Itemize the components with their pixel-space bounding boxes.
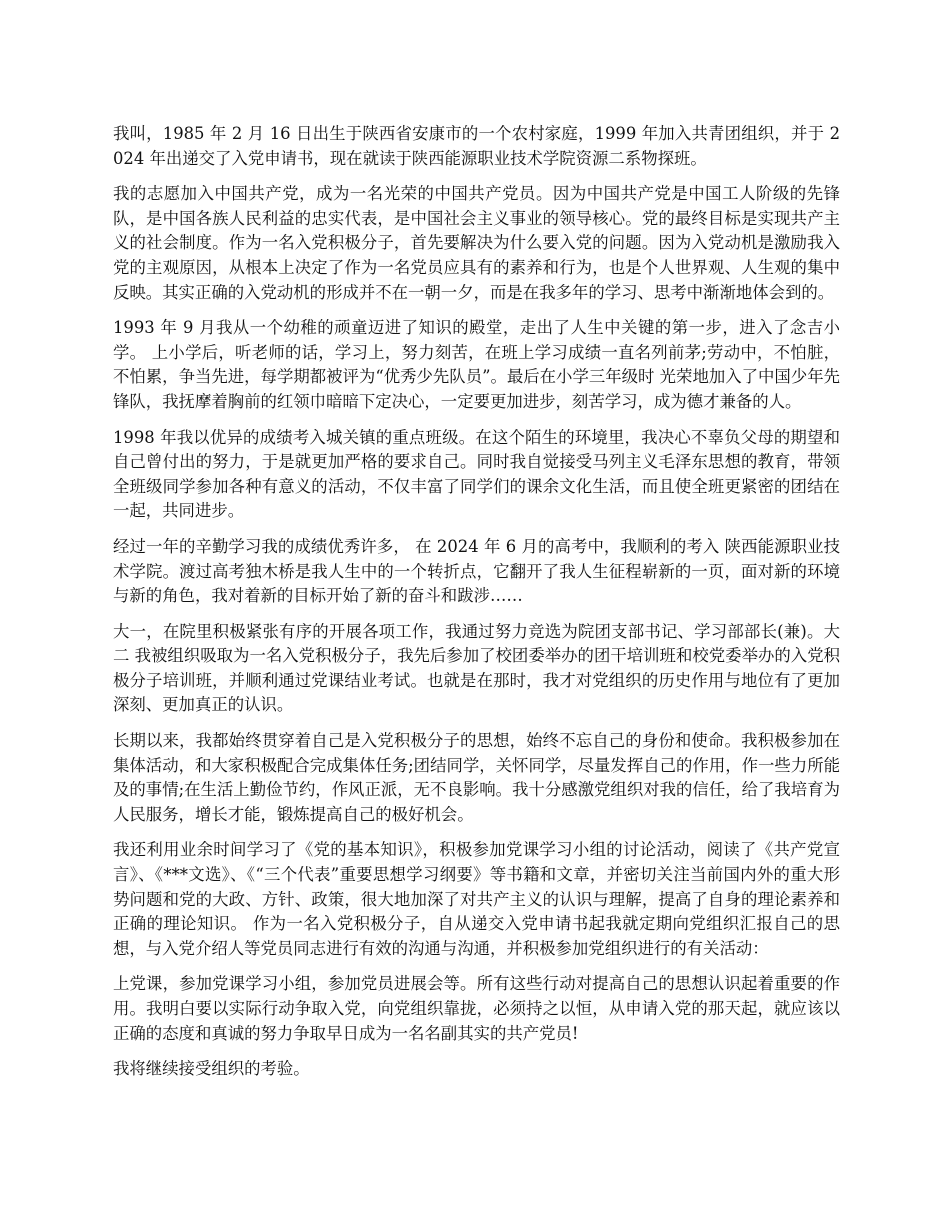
- paragraph-personal-info: 我叫，1985 年 2 月 16 日出生于陕西省安康市的一个农村家庭，1999 年加入共青团组织，并于 2024 年出递交了入党申请书，现在就读于陕西能源职业技术学院资源二系物探班。: [113, 124, 840, 168]
- paragraph-study-activities: 我还利用业余时间学习了《党的基本知识》，积极参加党课学习小组的讨论活动，阅读了《共产党宣言》、《***文选》、《“三个代表”重要思想学习纲要》等书籍和文章，并密切关注当前国内外的重大形势问题和党的大政、方针、政策，很大地加深了对共产主义的认识与理解，提高了自身的理论素养和正确的理论知识。 作为一名入党积极分子，自从递交入党申请书起我就定期向党组织汇报自己的思想，与入党介绍人等党员同志进行有效的沟通与沟通，并积极参加党组织进行的有关活动：: [113, 840, 840, 958]
- paragraph-primary-school: 1993 年 9 月我从一个幼稚的顽童迈进了知识的殿堂，走出了人生中关键的第一步，进入了念吉小学。 上小学后，听老师的话，学习上，努力刻苦，在班上学习成绩一直名列前茅;劳动中，不怕脏，不怕累，争当先进，每学期都被评为“优秀少先队员”。最后在小学三年级时 光荣地加入了中国少年先锋队，我抚摩着胸前的红领巾暗暗下定决心，一定要更加进步，刻苦学习，成为德才兼备的人。: [113, 318, 840, 411]
- paragraph-party-motivation: 我的志愿加入中国共产党，成为一名光荣的中国共产党员。因为中国共产党是中国工人阶级的先锋队，是中国各族人民利益的忠实代表，是中国社会主义事业的领导核心。党的最终目标是实现共产主义的社会制度。作为一名入党积极分子，首先要解决为什么要入党的问题。因为入党动机是激励我入党的主观原因，从根本上决定了作为一名党员应具有的素养和行为，也是个人世界观、人生观的集中反映。其实正确的入党动机的形成并不在一朝一夕，而是在我多年的学习、思考中渐渐地体会到的。: [113, 184, 840, 302]
- paragraph-closing: 我将继续接受组织的考验。: [113, 1059, 310, 1079]
- paragraph-college-years: 大一，在院里积极紧张有序的开展各项工作，我通过努力竞选为院团支部书记、学习部部长(兼)。大二 我被组织吸取为一名入党积极分子，我先后参加了校团委举办的团干培训班和校党委举办的入党积极分子培训班，并顺利通过党课结业考试。也就是在那时，我才对党组织的历史作用与地位有了更加深刻、更加真正的认识。: [113, 621, 840, 715]
- paragraph-long-term-conduct: 长期以来，我都始终贯穿着自己是入党积极分子的思想，始终不忘自己的身份和使命。我积极参加在集体活动，和大家积极配合完成集体任务;团结同学，关怀同学，尽量发挥自己的作用，作一些力所能及的事情;在生活上勤俭节约，作风正派，无不良影响。我十分感激党组织对我的信任，给了我培育为人民服务，增长才能，锻炼提高自己的极好机会。: [113, 731, 840, 824]
- paragraph-middle-school: 1998 年我以优异的成绩考入城关镇的重点班级。在这个陌生的环境里，我决心不辜负父母的期望和自己曾付出的努力，于是就更加严格的要求自己。同时我自觉接受马列主义毛泽东思想的教育，带领全班级同学参加各种有意义的活动，不仅丰富了同学们的课余文化生活，而且使全班更紧密的团结在一起，共同进步。: [113, 427, 840, 521]
- paragraph-college-entrance: 经过一年的辛勤学习我的成绩优秀许多， 在 2024 年 6 月的高考中，我顺利的考入 陕西能源职业技术学院。渡过高考独木桥是我人生中的一个转折点，它翻开了我人生征程崭新的一页，面对新的环境与新的角色，我对着新的目标开始了新的奋斗和跋涉……: [113, 536, 840, 606]
- document-body: [113, 122, 840, 1093]
- paragraph-party-classes: 上党课，参加党课学习小组，参加党员进展会等。所有这些行动对提高自己的思想认识起着重要的作用。我明白要以实际行动争取入党，向党组织靠拢，必须持之以恒，从申请入党的那天起，就应该以正确的态度和真诚的努力争取早日成为一名名副其实的共产党员!: [113, 974, 840, 1043]
